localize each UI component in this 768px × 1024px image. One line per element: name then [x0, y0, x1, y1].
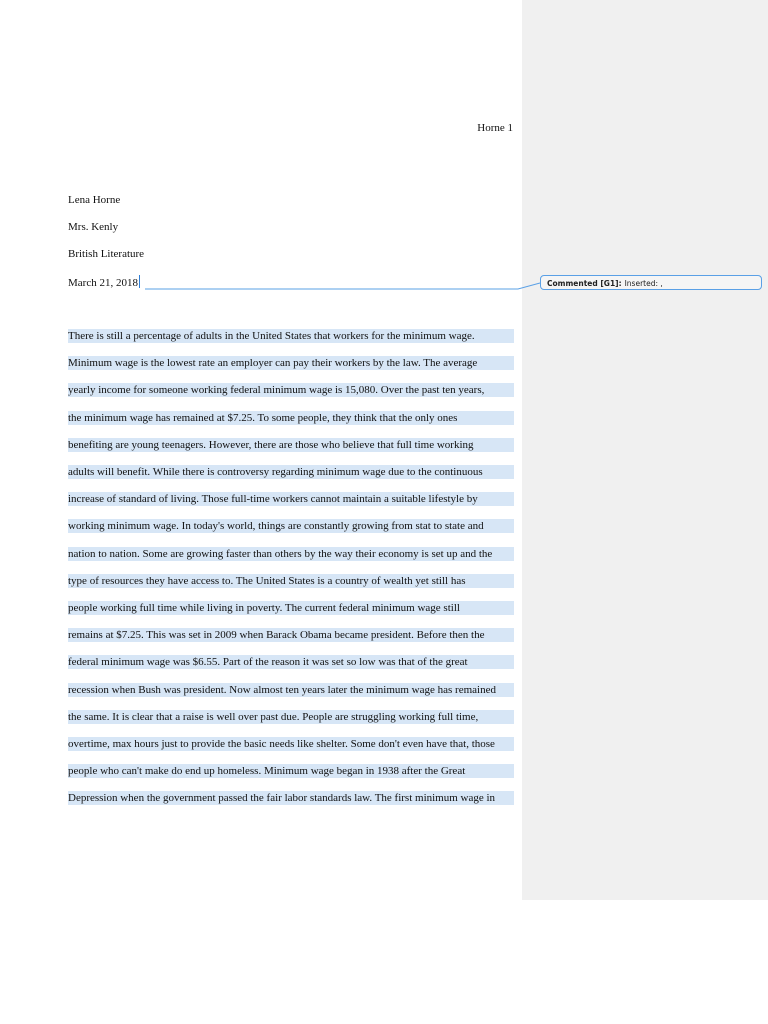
body-line: benefiting are young teenagers. However, there are those who believe that full time working — [68, 438, 514, 452]
body-line: working minimum wage. In today's world, things are constantly growing from stat to state and — [68, 519, 514, 533]
comment-text: Inserted: , — [624, 279, 663, 288]
body-line: adults will benefit. While there is controversy regarding minimum wage due to the continuous — [68, 465, 514, 479]
body-line: Depression when the government passed the fair labor standards law. The first minimum wage in — [68, 791, 514, 805]
body-line: the minimum wage has remained at $7.25. To some people, they think that the only ones — [68, 411, 514, 425]
body-line: people who can't make do end up homeless. Minimum wage began in 1938 after the Great — [68, 764, 514, 778]
heading-date-wrap — [68, 275, 140, 289]
body-line: increase of standard of living. Those full-time workers cannot maintain a suitable lifestyle by — [68, 492, 514, 506]
body-line: Minimum wage is the lowest rate an employer can pay their workers by the law. The average — [68, 356, 514, 370]
heading-teacher-name: Mrs. Kenly — [68, 221, 119, 233]
comment-author: Commented [G1]: — [547, 279, 622, 288]
comment-pane — [522, 0, 768, 900]
heading-date: March 21, 2018 — [68, 277, 138, 289]
heading-student-name: Lena Horne — [68, 194, 121, 206]
body-line: type of resources they have access to. The United States is a country of wealth yet still has — [68, 574, 514, 588]
insertion-mark — [139, 275, 140, 288]
running-header: Horne 1 — [477, 122, 513, 134]
body-line: nation to nation. Some are growing faster than others by the way their economy is set up and the — [68, 547, 514, 561]
comment-connector-line — [145, 283, 540, 289]
body-line: people working full time while living in poverty. The current federal minimum wage still — [68, 601, 514, 615]
body-line: the same. It is clear that a raise is well over past due. People are struggling working full time, — [68, 710, 514, 724]
body-line: remains at $7.25. This was set in 2009 when Barack Obama became president. Before then the — [68, 628, 514, 642]
body-line: overtime, max hours just to provide the basic needs like shelter. Some don't even have that, those — [68, 737, 514, 751]
body-line: federal minimum wage was $6.55. Part of the reason it was set so low was that of the great — [68, 655, 514, 669]
body-line: recession when Bush was president. Now almost ten years later the minimum wage has remained — [68, 683, 514, 697]
comment-bubble[interactable] — [540, 275, 762, 290]
heading-course: British Literature — [68, 248, 145, 260]
body-line: There is still a percentage of adults in the United States that workers for the minimum wage. — [68, 329, 514, 343]
body-line: yearly income for someone working federal minimum wage is 15,080. Over the past ten years, — [68, 383, 514, 397]
